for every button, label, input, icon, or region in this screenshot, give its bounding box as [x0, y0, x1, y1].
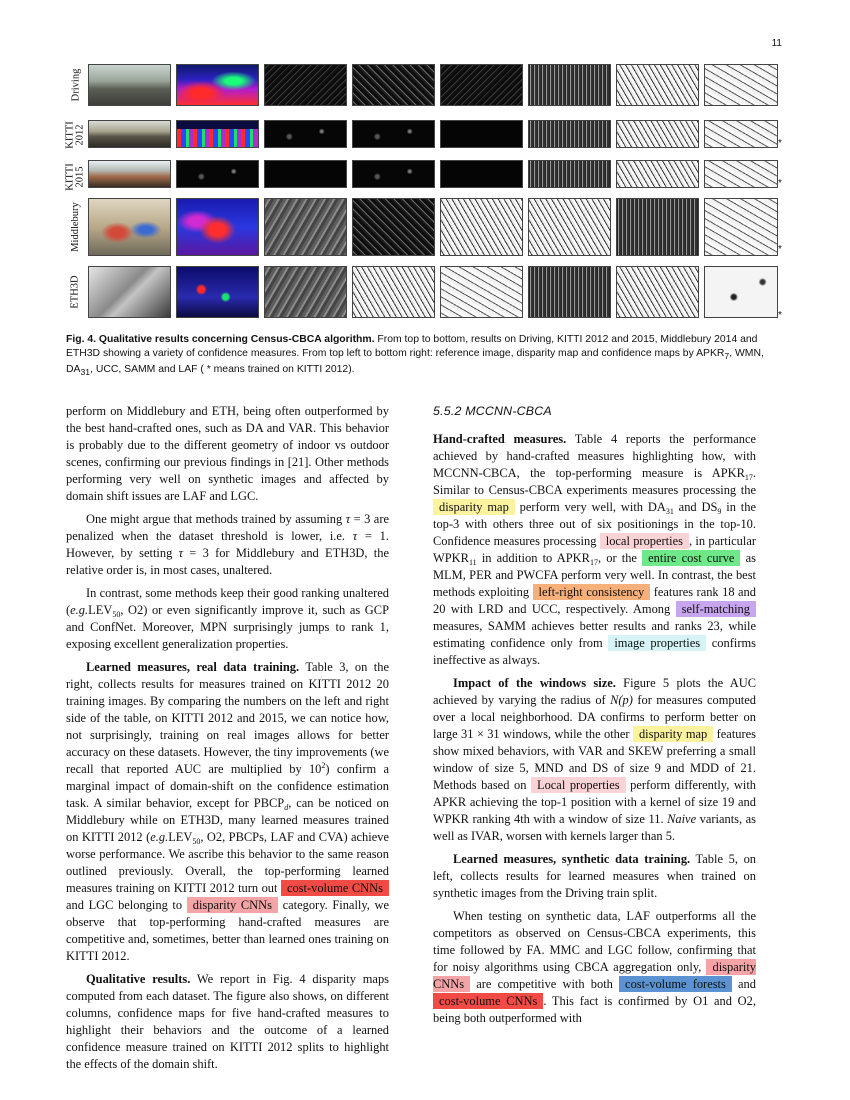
reference-image-thumbnail [88, 266, 171, 318]
confidence-map-thumbnail [352, 64, 435, 106]
highlight-local-properties: local properties [600, 533, 689, 549]
row-label-eth3d: ETH3D [70, 275, 81, 309]
reference-image-thumbnail [88, 198, 171, 256]
confidence-map-thumbnail [616, 198, 699, 256]
caption-label: Fig. 4. [66, 334, 97, 345]
confidence-map-thumbnail [528, 120, 611, 148]
paragraph-heading: Qualitative results. [86, 972, 191, 986]
confidence-map-thumbnail [440, 160, 523, 188]
highlight-disparity-map: disparity map [633, 726, 713, 742]
paragraph: Learned measures, synthetic data training. Table 5, on left, collects results for learned measures when trained on synthetic images from the Driving train split. [433, 852, 757, 900]
row-label-kitti-2015: KITTI 2015 [65, 163, 86, 191]
paragraph-heading: Learned measures, real data training. [86, 660, 300, 674]
section-heading: 5.5.2 MCCNN-CBCA [433, 404, 552, 418]
figure-caption: Fig. 4. Qualitative results concerning Census-CBCA algorithm. From top to bottom, results on Driving, KITTI 2012 and 2015, Middlebury 2014 and ETH3D showing a variety of confidence measures. From top left to bottom right: reference image, disparity map and confidence maps by $APKR_7$, WMN, $DA_{31}$, UCC, SAMM and LAF ( * means trained on KITTI 2012). [66, 334, 764, 378]
page-number: 11 [771, 38, 782, 49]
trained-on-kitti-marker: * [778, 244, 782, 255]
confidence-map-thumbnail [704, 120, 778, 148]
row-label-driving: Driving [70, 68, 82, 102]
confidence-map-thumbnail [704, 160, 778, 188]
paragraph-heading: Hand-crafted measures. [433, 432, 567, 446]
confidence-map-thumbnail [616, 64, 699, 106]
confidence-map-thumbnail [440, 266, 523, 318]
highlight-local-properties: Local properties [531, 777, 626, 793]
confidence-map-thumbnail [616, 120, 699, 148]
highlight-disparity-cnns: disparity CNNs [187, 897, 278, 913]
highlight-cost-volume-cnns: cost-volume CNNs [433, 993, 543, 1009]
highlight-disparity-map: disparity map [433, 499, 515, 515]
trained-on-kitti-marker: * [778, 138, 782, 149]
row-label-kitti-2012: KITTI 2012 [65, 121, 86, 149]
highlight-entire-cost-curve: entire cost curve [642, 550, 740, 566]
highlight-image-properties: image properties [608, 635, 706, 651]
confidence-map-thumbnail [616, 160, 699, 188]
highlight-disparity-cnns: disparity CNNs [433, 960, 756, 991]
figure-row-eth3d [66, 266, 786, 321]
confidence-map-thumbnail [264, 160, 347, 188]
right-column [433, 403, 756, 1033]
paragraph-heading: Learned measures, synthetic data training. [453, 852, 691, 866]
paragraph: In contrast, some methods keep their good ranking unaltered ($e.g.LEV_{50}$, O2) or even significantly improve it, such as GCP and ConfNet. Moreover, MPN surprisingly jumps to rank 1, exposing excellent generalization properties. [66, 586, 389, 651]
confidence-map-thumbnail [528, 266, 611, 318]
reference-image-thumbnail [88, 64, 171, 106]
reference-image-thumbnail [88, 120, 171, 148]
paragraph: Impact of the windows size. Figure 5 plots the AUC achieved by varying the radius of N(p) for measures computed over a local neighborhood. DA confirms to perform better on large 31 × 31 windows, while the other disparity map features show mixed behaviors, with VAR and SKEW preferring a small window of size 5, MND and DS of size 9 and MDD of 21. Methods based on Local properties perform differently, with APKR achieving the top-1 position with a kernel of size 19 and WPKR ranking 4th with a window of size 11. Naive variants, as well as IVAR, worsen with kernels larger than 5. [433, 676, 757, 843]
disparity-map-thumbnail [176, 120, 259, 148]
confidence-map-thumbnail [264, 198, 347, 256]
paragraph: perform on Middlebury and ETH, being often outperformed by the best hand-crafted ones, such as DA and VAR. This behavior is probably due to the different geometry of indoor vs outdoor scenes, confirming our previous findings in [21]. Other methods performing very well on synthetic images and affected by domain shift issues are LAF and LGC. [66, 404, 389, 503]
figure-row-kitti-2015 [66, 160, 786, 196]
confidence-map-thumbnail [264, 64, 347, 106]
confidence-map-thumbnail [264, 120, 347, 148]
disparity-map-thumbnail [176, 198, 259, 256]
confidence-map-thumbnail [440, 198, 523, 256]
confidence-map-thumbnail [704, 266, 778, 318]
confidence-map-thumbnail [528, 64, 611, 106]
paragraph: When testing on synthetic data, LAF outperforms all the competitors as observed on Census-CBCA experiments, this time followed by FA. MMC and LGC follow, confirming that for noisy algorithms using CBCA aggregation only, disparity CNNs are competitive with both cost-volume forests and cost-volume CNNs . This fact is confirmed by O1 and O2, being both outperformed with [433, 909, 756, 1025]
figure-row-middlebury [66, 198, 786, 256]
confidence-map-thumbnail [528, 160, 611, 188]
row-label-middlebury: Middlebury [70, 202, 82, 252]
confidence-map-thumbnail [704, 198, 778, 256]
trained-on-kitti-marker: * [778, 310, 782, 321]
paragraph: Learned measures, real data training. Table 3, on the right, collects results for measures trained on KITTI 2012 20 training images. By comparing the numbers on the left and right side of the table, on KITTI 2012 and 2015, we can notice how, not surprisingly, training on real images allows for better accuracy on these datasets. However, the tiny improvements (we recall that reported AUC are multiplied by $10^2$) confirm a marginal impact of domain-shift on the confidence estimation task. A similar behavior, except for $PBCP_d$, can be noticed on Middlebury while on ETH3D, many learned measures trained on KITTI 2012 ($e.g.LEV_{50}$, O2, PBCPs, LAF and CVA) achieve worse performance. We ascribe this behavior to the same reason outlined previously. Overall, the top-performing learned measures training on KITTI 2012 turn out cost-volume CNNs and LGC belonging to disparity CNNs category. Finally, we observe that top-performing hand-crafted measures are competitive and, sometimes, better than learned ones training on KITTI 2012. [66, 660, 390, 963]
disparity-map-thumbnail [176, 64, 259, 106]
caption-title: Qualitative results concerning Census-CBCA algorithm. [98, 334, 375, 345]
trained-on-kitti-marker: * [778, 178, 782, 189]
highlight-self-matching: self-matching [676, 601, 756, 617]
paragraph: Hand-crafted measures. Table 4 reports the performance achieved by hand-crafted measures highlighting how, with MCCNN-CBCA, the top-performing measure is $APKR_{17}$. Similar to Census-CBCA experiments measures processing the disparity map perform very well, with $DA_{31}$ and $DS_9$ in the top-3 with others three out of six positionings in the top-10. Confidence measures processing local properties , in particular $WPKR_{11}$ in addition to $APKR_{17}$, or the entire cost curve as MLM, PER and PWCFA perform very well. In contrast, the best methods exploiting left-right consistency features rank 18 and 20 with LRD and UCC, respectively. Among self-matching measures, SAMM achieves better results and ranks 23, while estimating confidence only from image properties confirms ineffective as always. [433, 432, 757, 667]
confidence-map-thumbnail [440, 64, 523, 106]
disparity-map-thumbnail [176, 266, 259, 318]
confidence-map-thumbnail [352, 198, 435, 256]
confidence-map-thumbnail [264, 266, 347, 318]
confidence-map-thumbnail [616, 266, 699, 318]
highlight-cost-volume-cnns: cost-volume CNNs [281, 880, 389, 896]
highlight-left-right-consistency: left-right consistency [533, 584, 651, 600]
confidence-map-thumbnail [352, 160, 435, 188]
disparity-map-thumbnail [176, 160, 259, 188]
confidence-map-thumbnail [352, 120, 435, 148]
left-column [66, 403, 389, 1079]
figure-row-kitti-2012 [66, 120, 786, 150]
paragraph-heading: Impact of the windows size. [453, 676, 616, 690]
highlight-cost-volume-forests: cost-volume forests [619, 976, 732, 992]
paragraph: One might argue that methods trained by assuming τ = 3 are penalized when the dataset threshold is lower, i.e. τ = 1. However, by setting τ = 3 for Middlebury and ETH3D, the relative order is, in most cases, unaltered. [66, 512, 389, 577]
confidence-map-thumbnail [440, 120, 523, 148]
confidence-map-thumbnail [352, 266, 435, 318]
figure-row-driving [66, 64, 786, 106]
confidence-map-thumbnail [528, 198, 611, 256]
reference-image-thumbnail [88, 160, 171, 188]
paragraph: Qualitative results. We report in Fig. 4 disparity maps computed from each dataset. The figure also shows, on different columns, confidence maps for five hand-crafted measures to highlight their behaviors and the outcome of a learned confidence measure trained on KITTI 2012 splits to highlight the effects of the domain shift. [66, 972, 390, 1071]
confidence-map-thumbnail [704, 64, 778, 106]
